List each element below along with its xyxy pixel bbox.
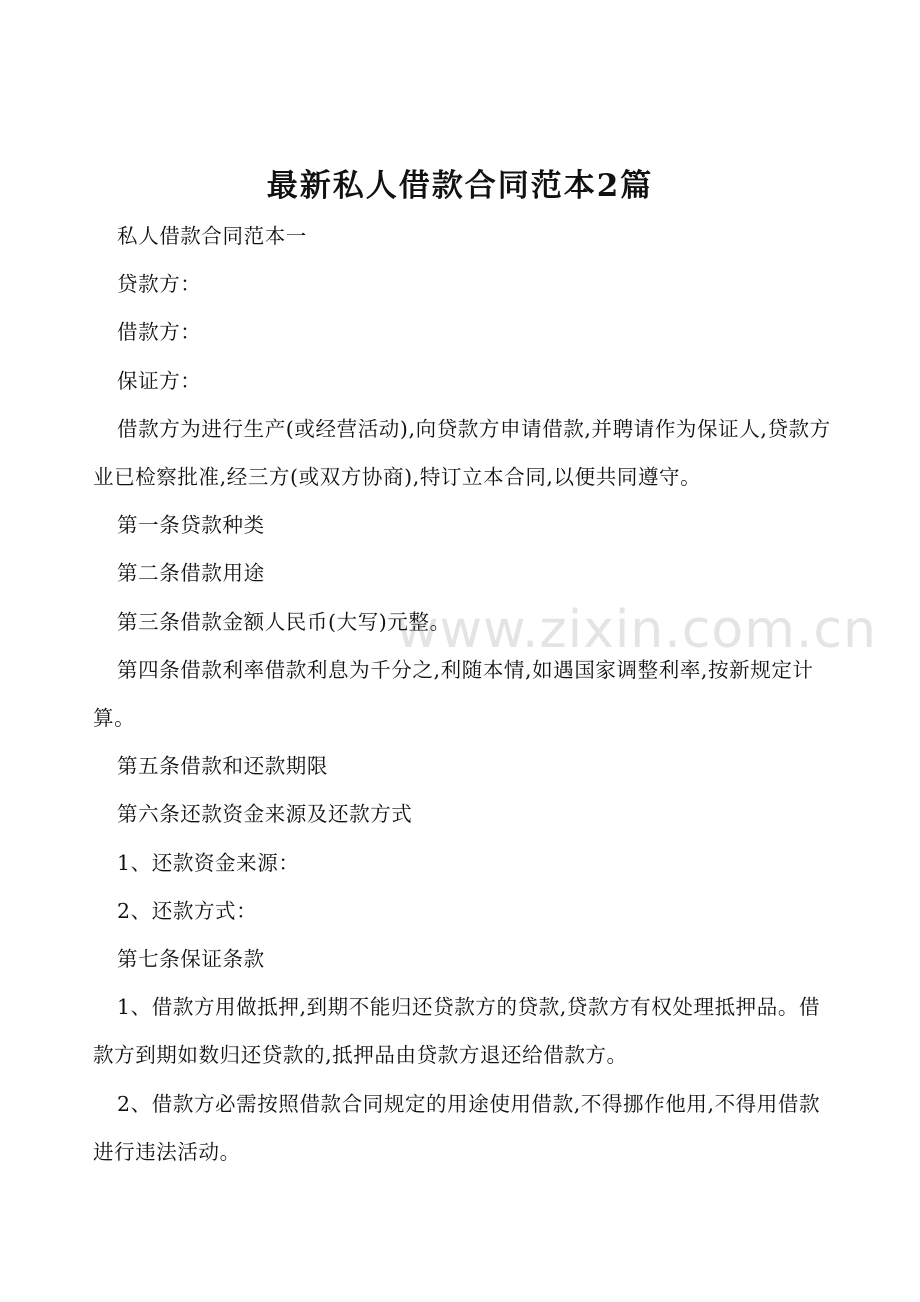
paragraph-article-7: 第七条保证条款 bbox=[117, 947, 265, 972]
paragraph-article-3: 第三条借款金额人民币(大写)元整。 bbox=[117, 609, 451, 634]
paragraph-article-1: 第一条贷款种类 bbox=[117, 513, 265, 538]
paragraph-repayment-source: 1、还款资金来源： bbox=[117, 850, 300, 875]
paragraph-lender: 贷款方： bbox=[117, 272, 202, 297]
paragraph-preamble: 借款方为进行生产(或经营活动),向贷款方申请借款,并聘请作为保证人,贷款方业已检察批准,经三方(或双方协商),特订立本合同,以便共同遵守。 bbox=[93, 416, 831, 490]
paragraph-article-2: 第二条借款用途 bbox=[117, 561, 265, 586]
paragraph-repayment-method: 2、还款方式： bbox=[117, 898, 258, 923]
paragraph-guarantor: 保证方： bbox=[117, 368, 202, 393]
paragraph-borrower: 借款方： bbox=[117, 320, 202, 345]
document-title: 最新私人借款合同范本2篇 bbox=[266, 168, 654, 204]
paragraph-article-6: 第六条还款资金来源及还款方式 bbox=[117, 802, 413, 827]
paragraph-article-5: 第五条借款和还款期限 bbox=[117, 754, 328, 779]
paragraph-guarantee-clause-2: 2、借款方必需按照借款合同规定的用途使用借款,不得挪作他用,不得用借款进行违法活动。 bbox=[93, 1091, 821, 1164]
watermark: www.zixin.com.cn bbox=[396, 600, 877, 660]
paragraph-contract-heading: 私人借款合同范本一 bbox=[117, 224, 307, 248]
paragraph-article-4: 第四条借款利率借款利息为千分之,利随本情,如遇国家调整利率,按新规定计算。 bbox=[93, 657, 814, 731]
paragraph-guarantee-clause-1: 1、借款方用做抵押,到期不能归还贷款方的贷款,贷款方有权处理抵押品。借款方到期如数归还贷款的,抵押品由贷款方退还给借款方。 bbox=[93, 995, 821, 1068]
document-body bbox=[93, 212, 833, 1176]
